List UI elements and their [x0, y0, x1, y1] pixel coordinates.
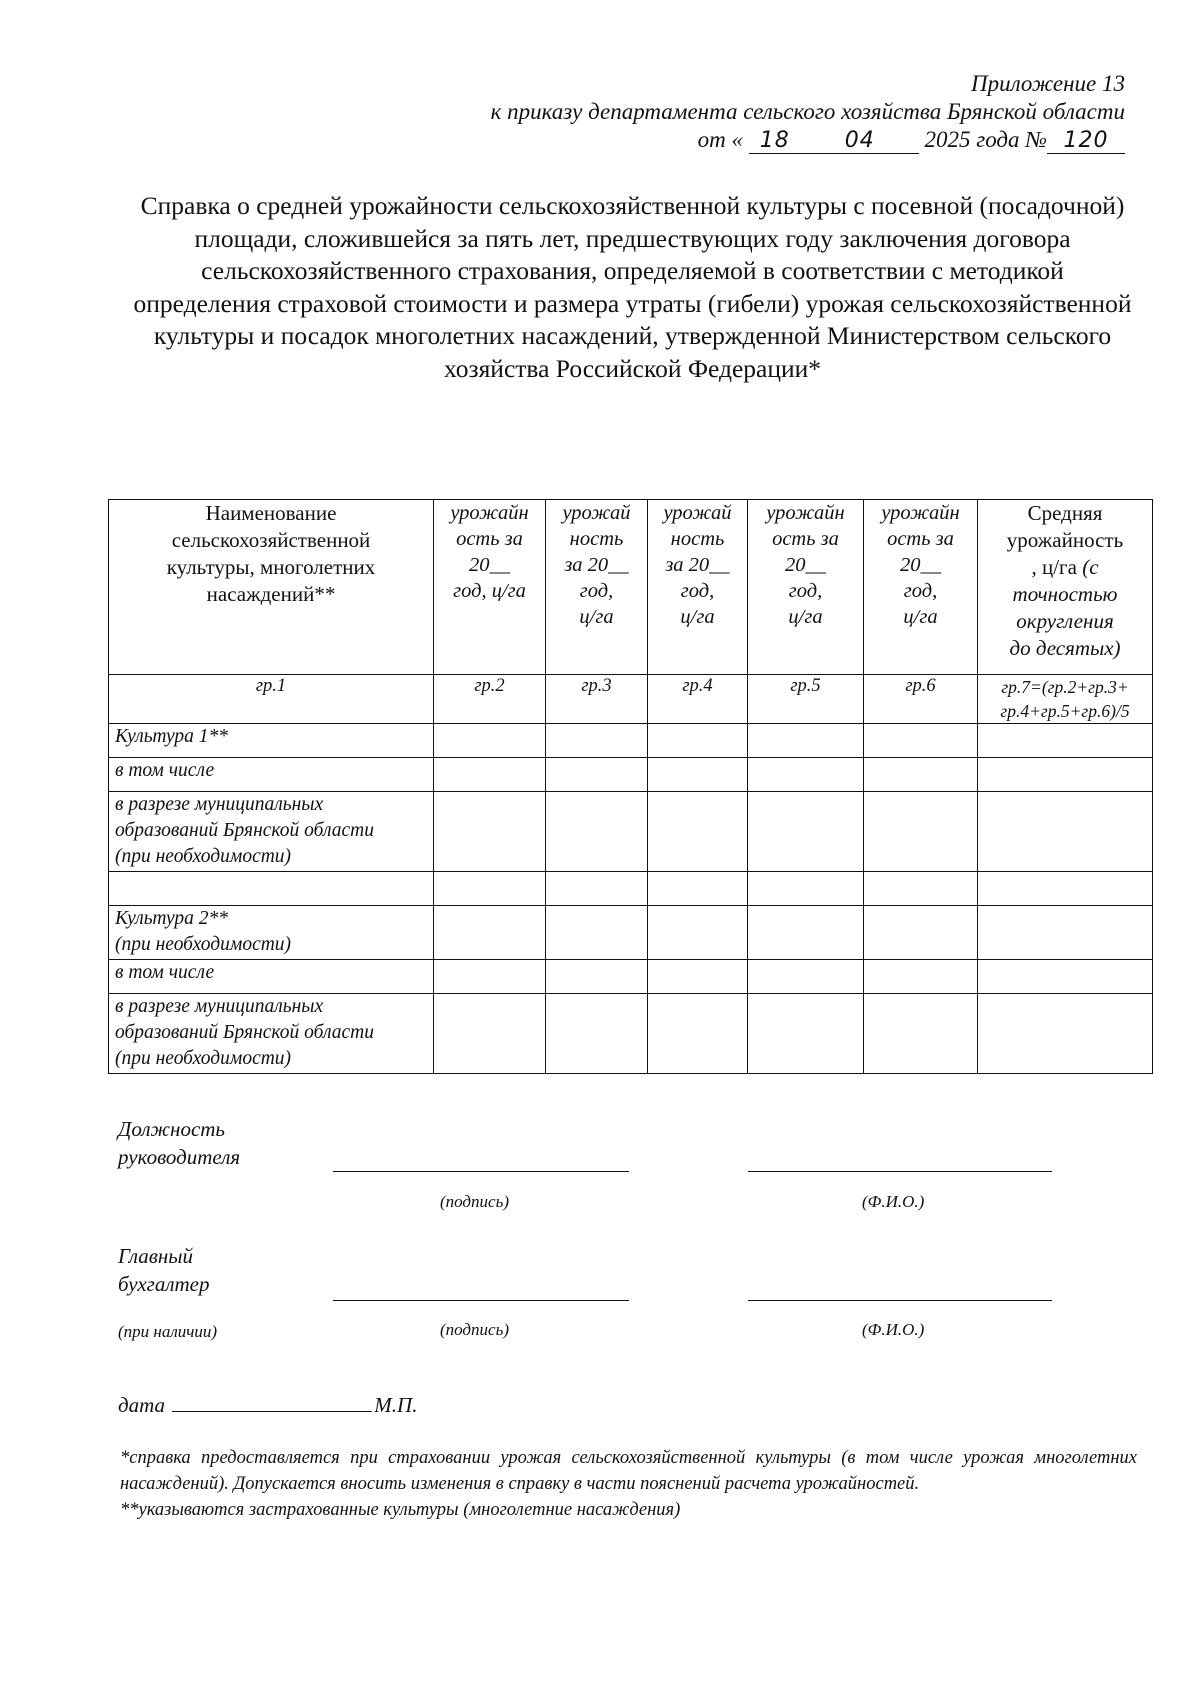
row-label-municipal — [109, 994, 434, 1074]
table-row — [109, 758, 1153, 792]
text-line: год, — [579, 580, 614, 602]
order-day: 18 — [749, 129, 801, 154]
table-row — [109, 960, 1153, 994]
col-number-1: гр.1 — [109, 675, 434, 724]
row-label-municipal — [109, 792, 434, 872]
row-label-crop-2 — [109, 906, 434, 960]
cell[interactable] — [648, 994, 748, 1074]
text-line: Должность — [118, 1117, 225, 1141]
header-crop-name — [109, 500, 434, 675]
cell[interactable] — [546, 994, 648, 1074]
header-average-yield — [978, 500, 1153, 675]
cell[interactable] — [434, 758, 546, 792]
accountant-signature-caption: (подпись) — [440, 1320, 509, 1339]
text-line: урожай — [663, 502, 732, 524]
cell[interactable] — [978, 758, 1153, 792]
cell[interactable] — [546, 906, 648, 960]
text-line: округления — [1016, 609, 1114, 633]
text-line: образований Брянской области — [115, 1022, 374, 1043]
footnote-1: *справка предоставляется при страховании урожая сельскохозяйственной культуры (в том числе урожая многолетних насаждений). Допускается вносить изменения в справку в части пояснений расчета урожайностей. — [120, 1448, 1137, 1494]
text-line: Культура 2** — [115, 908, 228, 929]
cell[interactable] — [748, 792, 864, 872]
text-line: урожай — [562, 502, 631, 524]
date-line[interactable] — [172, 1389, 372, 1412]
text-line: гр.7=(гр.2+гр.3+ — [1001, 677, 1129, 697]
cell[interactable] — [648, 758, 748, 792]
cell[interactable] — [648, 906, 748, 960]
text-line: (с точностью — [1012, 555, 1118, 606]
table-row — [109, 906, 1153, 960]
cell[interactable] — [864, 758, 978, 792]
date-block — [118, 1389, 417, 1418]
date-label: дата — [118, 1393, 166, 1417]
cell[interactable] — [434, 994, 546, 1074]
cell[interactable] — [648, 960, 748, 994]
cell[interactable] — [864, 792, 978, 872]
cell[interactable] — [434, 724, 546, 758]
header-year-3 — [648, 500, 748, 675]
accountant-name-caption: (Ф.И.О.) — [862, 1320, 925, 1339]
cell[interactable] — [864, 994, 978, 1074]
seal-label: М.П. — [374, 1393, 418, 1417]
table-row — [109, 792, 1153, 872]
text-line: (при необходимости) — [115, 1048, 292, 1069]
text-line: сельскохозяйственной — [171, 528, 371, 552]
cell[interactable] — [748, 872, 864, 906]
row-label-including — [109, 960, 434, 994]
row-label-crop-1 — [109, 724, 434, 758]
table-row — [109, 994, 1153, 1074]
text-line: ц/га — [680, 606, 715, 628]
text-line: , ц/га — [1031, 555, 1077, 579]
text-line: до десятых) — [1009, 636, 1121, 660]
order-year-text: 2025 года № — [924, 127, 1047, 152]
order-date-line — [491, 126, 1125, 154]
text-line: бухгалтер — [118, 1272, 210, 1296]
order-reference: к приказу департамента сельского хозяйства Брянской области — [490, 99, 1125, 124]
text-line: год, — [680, 580, 715, 602]
footnotes — [120, 1445, 1137, 1523]
accountant-name-line[interactable] — [748, 1300, 1052, 1301]
text-line: ость за — [456, 528, 523, 550]
text-line: за 20__ — [665, 554, 730, 576]
accountant-signature-line[interactable] — [333, 1300, 629, 1301]
order-month: 04 — [801, 129, 919, 154]
text-line: руководителя — [118, 1145, 241, 1169]
chief-accountant-label — [118, 1242, 210, 1298]
col-number-2: гр.2 — [434, 675, 546, 724]
text-line: ность — [670, 528, 725, 550]
cell[interactable] — [864, 724, 978, 758]
text-line: в том числе — [115, 760, 215, 781]
cell[interactable] — [648, 724, 748, 758]
cell[interactable] — [978, 994, 1153, 1074]
text-line: 20__ — [900, 554, 941, 576]
footnote-2: **указываются застрахованные культуры (многолетние насаждения) — [120, 1500, 681, 1520]
cell[interactable] — [748, 758, 864, 792]
head-name-caption: (Ф.И.О.) — [862, 1192, 925, 1211]
text-line: год, ц/га — [453, 580, 526, 602]
text-line: год, — [903, 580, 938, 602]
table-row — [109, 724, 1153, 758]
header-year-1 — [434, 500, 546, 675]
text-line: за 20__ — [564, 554, 629, 576]
text-line: ц/га — [903, 606, 938, 628]
document-header — [491, 70, 1125, 154]
text-line: (при необходимости) — [115, 934, 292, 955]
table-header-row — [109, 500, 1153, 675]
row-label-including — [109, 758, 434, 792]
text-line: ость за — [772, 528, 839, 550]
text-line: ость за — [887, 528, 954, 550]
cell[interactable] — [864, 906, 978, 960]
cell[interactable] — [434, 792, 546, 872]
head-signature-line[interactable] — [333, 1171, 629, 1172]
cell[interactable] — [434, 872, 546, 906]
yield-table — [108, 499, 1153, 1074]
cell[interactable] — [648, 872, 748, 906]
text-line: в разрезе муниципальных — [115, 996, 324, 1017]
text-line: гр.4+гр.5+гр.6)/5 — [1000, 701, 1130, 721]
text-line: Культура 1** — [115, 726, 228, 747]
text-line: образований Брянской области — [115, 820, 374, 841]
cell[interactable] — [864, 960, 978, 994]
cell[interactable] — [748, 994, 864, 1074]
cell[interactable] — [978, 960, 1153, 994]
cell[interactable] — [546, 758, 648, 792]
table-row — [109, 872, 1153, 906]
text-line: в том числе — [115, 962, 215, 983]
head-signature-caption: (подпись) — [440, 1192, 509, 1211]
cell[interactable] — [978, 906, 1153, 960]
text-line: урожайн — [766, 502, 845, 524]
cell[interactable] — [748, 960, 864, 994]
from-prefix: от « — [697, 127, 743, 152]
cell[interactable] — [434, 960, 546, 994]
header-year-2 — [546, 500, 648, 675]
order-number: 120 — [1047, 129, 1125, 154]
cell[interactable] — [864, 872, 978, 906]
text-line: урожайность — [1006, 528, 1124, 552]
cell[interactable] — [978, 792, 1153, 872]
cell[interactable] — [546, 960, 648, 994]
row-label-empty — [109, 872, 434, 906]
column-number-row — [109, 675, 1153, 724]
cell[interactable] — [546, 872, 648, 906]
text-line: в разрезе муниципальных — [115, 794, 324, 815]
col-number-3: гр.3 — [546, 675, 648, 724]
cell[interactable] — [434, 906, 546, 960]
text-line: 20__ — [469, 554, 510, 576]
cell[interactable] — [748, 724, 864, 758]
appendix-label: Приложение 13 — [970, 71, 1125, 96]
cell[interactable] — [978, 872, 1153, 906]
text-line: Главный — [118, 1244, 193, 1268]
text-line: Средняя — [1027, 501, 1103, 525]
header-year-4 — [748, 500, 864, 675]
document-title: Справка о средней урожайности сельскохозяйственной культуры с посевной (посадочной) площади, сложившейся за пять лет, предшествующих году заключения договора сельскохозяйственного страхования, определяемой в соответствии с методикой определения страховой стоимости и размера утраты (гибели) урожая сельскохозяйственной культуры и посадок многолетних насаждений, утвержденной Министерством сельского хозяйства Российской Федерации* — [133, 191, 1132, 383]
average-yield-title — [1007, 501, 1123, 579]
cell[interactable] — [546, 792, 648, 872]
cell[interactable] — [546, 724, 648, 758]
text-line: Наименование — [205, 501, 337, 525]
cell[interactable] — [748, 906, 864, 960]
if-any-caption: (при наличии) — [118, 1322, 218, 1341]
text-line: ность — [569, 528, 624, 550]
col-number-6: гр.6 — [864, 675, 978, 724]
col-formula — [978, 675, 1153, 724]
col-number-5: гр.5 — [748, 675, 864, 724]
text-line: ц/га — [788, 606, 823, 628]
text-line: (при необходимости) — [115, 846, 292, 867]
text-line: 20__ — [785, 554, 826, 576]
text-line: урожайн — [881, 502, 960, 524]
text-line: год, — [788, 580, 823, 602]
head-name-line[interactable] — [748, 1171, 1052, 1172]
text-line: насаждений** — [206, 582, 336, 606]
text-line: ц/га — [579, 606, 614, 628]
header-year-5 — [864, 500, 978, 675]
text-line: культуры, многолетних — [166, 555, 376, 579]
col-number-4: гр.4 — [648, 675, 748, 724]
text-line: урожайн — [450, 502, 529, 524]
head-position-label — [118, 1115, 240, 1171]
cell[interactable] — [978, 724, 1153, 758]
cell[interactable] — [648, 792, 748, 872]
